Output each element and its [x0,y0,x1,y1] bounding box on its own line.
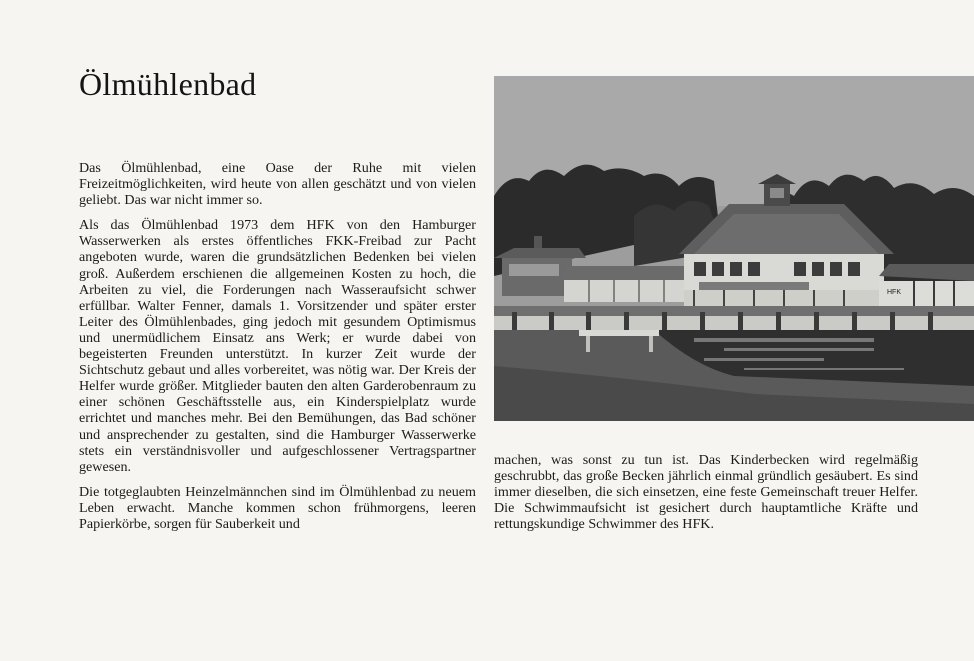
photo-oelmuehlenbad [494,76,974,421]
paragraph-intro: Das Ölmühlenbad, eine Oase der Ruhe mit vielen Freizeitmöglichkeiten, wird heute von allen geschätzt und von vielen geliebt. Das war nicht immer so. [79,160,476,209]
right-text-column [494,452,918,532]
paragraph-helpers: Die totgeglaubten Heinzelmännchen sind im Ölmühlenbad zu neuem Leben erwacht. Manche kommen schon frühmorgens, leeren Papierkörbe, sorgen für Sauberkeit und [79,483,476,532]
paragraph-continuation: machen, was sonst zu tun ist. Das Kinderbecken wird regelmäßig geschrubbt, das große Becken jährlich einmal gründlich gesäubert. Es sind immer dieselben, die sich einsetzen, eine feste Gemeinschaft treuer Helfer. Die Schwimmaufsicht ist gesichert durch hauptamtliche Kräfte und rettungskundige Schwimmer des HFK. [494,452,918,533]
page-title: Ölmühlenbad [79,66,257,102]
paragraph-history: Als das Ölmühlenbad 1973 dem HFK von den Hamburger Wasserwerken als erstes öffentliches FKK-Freibad zur Pacht angeboten wurde, waren die grundsätzlichen Bedenken bei vielen groß. Außerdem erschienen die allgemeinen Kosten zu hoch, die Arbeiten zu viel, die Forderungen nach Wasseraufsicht schwer erfüllbar. Walter Fenner, damals 1. Vorsitzender und später erster Leiter des Ölmühlenbades, ging jedoch mit gesundem Optimismus und unermüdlichem Einsatz ans Werk; er wurde dabei von begeisterten Freunden unterstützt. In kurzer Zeit wurde der Sichtschutz gebaut und alles vorbereitet, was nötig war. Der Kreis der Helfer wurde größer. Mitglieder bauten den alten Garderobenraum zu einer schönen Geschäftsstelle aus, ein Kinderspielplatz wurde errichtet und manches mehr. Bei den Bemühungen, das Bad schöner und ansprechender zu gestalten, sind die Hamburger Wasserwerke stets ein verständnisvoller und aufgeschlossener Vertragspartner gewesen. [79,217,476,475]
left-text-column [79,160,476,541]
photo-sign-label: HFK [887,289,901,296]
